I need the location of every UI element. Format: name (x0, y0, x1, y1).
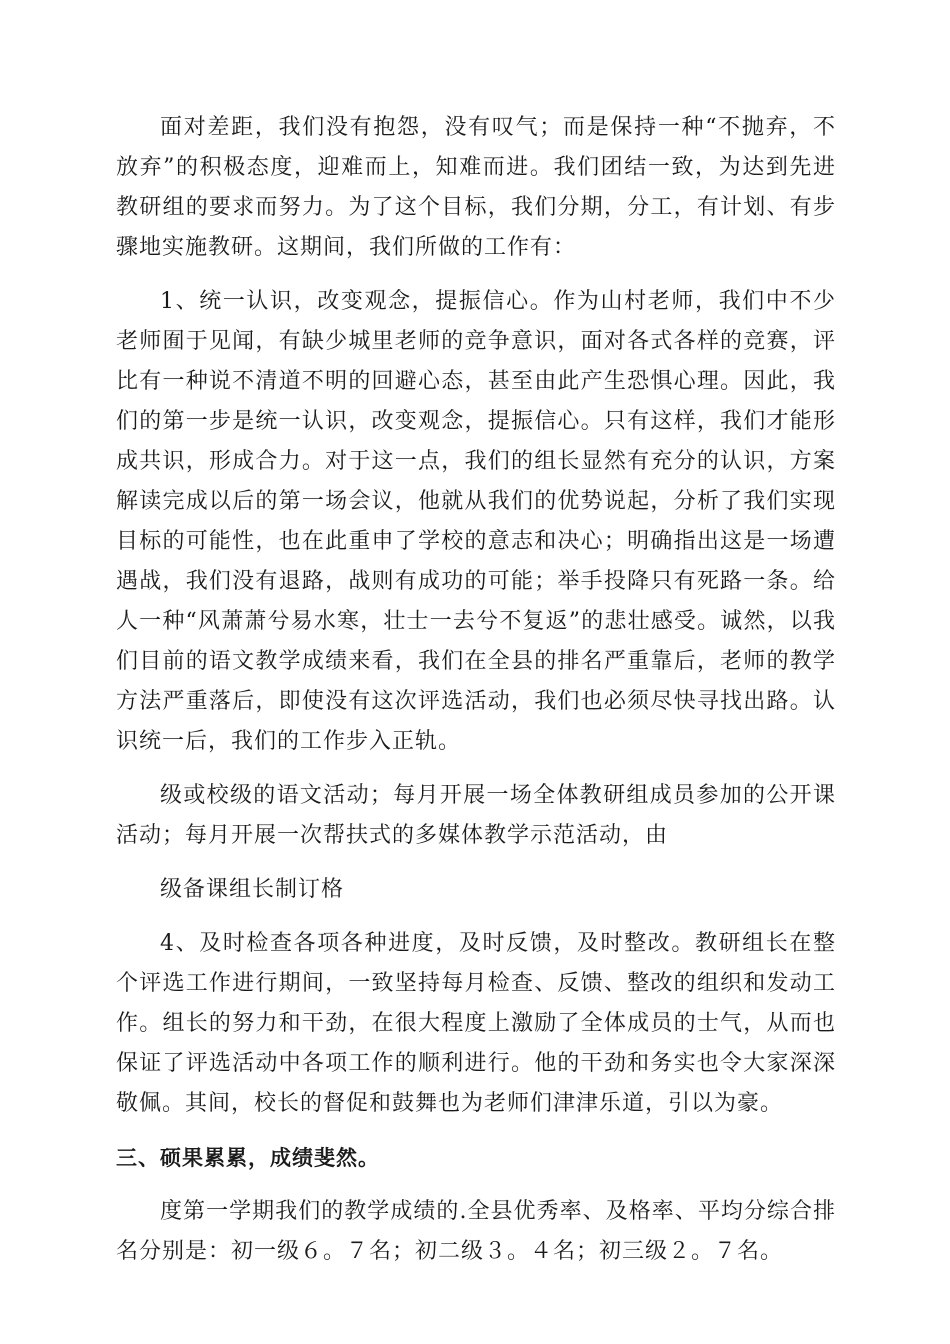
paragraph-item-1: 1、统一认识，改变观念，提振信心。作为山村老师，我们中不少老师囿于见闻，有缺少城里老师的竞争意识，面对各式各样的竞赛，评比有一种说不清道不明的回避心态，甚至由此产生恐惧心理。因此，我们的第一步是统一认识，改变观念，提振信心。只有这样，我们才能形成共识，形成合力。对于这一点，我们的组长显然有充分的认识，方案解读完成以后的第一场会议，他就从我们的优势说起，分析了我们实现目标的可能性，也在此重申了学校的意志和决心；明确指出这是一场遭遇战，我们没有退路，战则有成功的可能；举手投降只有死路一条。给人一种“风萧萧兮易水寒，壮士一去兮不复返”的悲壮感受。诚然，以我们目前的语文教学成绩来看，我们在全县的排名严重靠后，老师的教学方法严重落后，即使没有这次评选活动，我们也必须尽快寻找出路。认识统一后，我们的工作步入正轨。 (116, 289, 836, 754)
section-heading: 三、硕果累累，成绩斐然。 (116, 1146, 380, 1170)
paragraph-results: 度第一学期我们的教学成绩的.全县优秀率、及格率、平均分综合排名分别是：初一级６。７名；初二级３。４名；初三级２。７名。 (116, 1199, 836, 1264)
paragraph-item-4: 4、及时检查各项各种进度，及时反馈，及时整改。教研组长在整个评选工作进行期间，一致坚持每月检查、反馈、整改的组织和发动工作。组长的努力和干劲，在很大程度上激励了全体成员的士气，从而也保证了评选活动中各项工作的顺利进行。他的干劲和务实也令大家深深敬佩。其间，校长的督促和鼓舞也为老师们津津乐道，引以为豪。 (116, 931, 836, 1116)
paragraph-activities: 级或校级的语文活动；每月开展一场全体教研组成员参加的公开课活动；每月开展一次帮扶式的多媒体教学示范活动，由 (116, 783, 836, 848)
paragraph-intro: 面对差距，我们没有抱怨，没有叹气；而是保持一种“不抛弃，不放弃”的积极态度，迎难而上，知难而进。我们团结一致，为达到先进教研组的要求而努力。为了这个目标，我们分期，分工，有计划、有步骤地实施教研。这期间，我们所做的工作有： (116, 115, 836, 260)
paragraph-fragment: 级备课组长制订格 (160, 877, 345, 902)
document-body (116, 108, 836, 1272)
